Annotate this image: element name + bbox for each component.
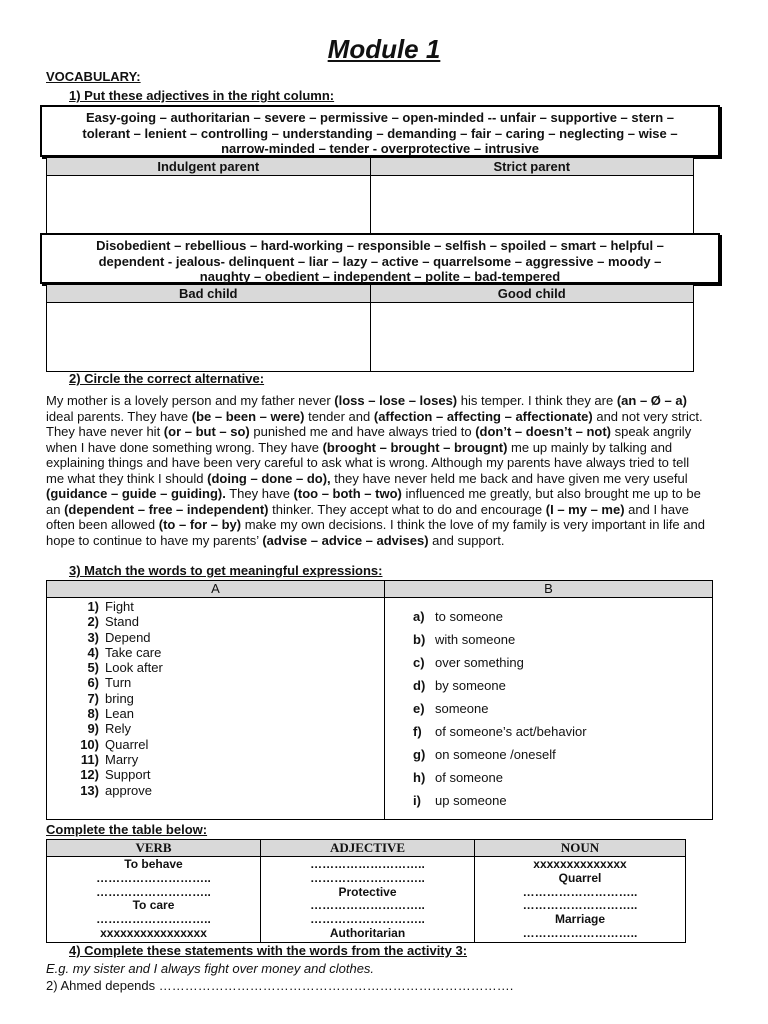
section3-instruction: 3) Match the words to get meaningful expressions: <box>69 563 383 578</box>
item-number: 7) <box>87 690 99 706</box>
column-a-item <box>77 675 384 690</box>
item-word: Rely <box>105 721 132 737</box>
item-number: 13) <box>80 782 99 798</box>
column-a-item <box>77 614 384 629</box>
strict-parent-header: Strict parent <box>370 158 694 176</box>
section1-instruction: 1) Put these adjectives in the right column: <box>69 88 335 103</box>
vocabulary-heading: VOCABULARY: <box>46 69 141 84</box>
good-child-answer-cell[interactable] <box>370 303 694 372</box>
alternative-choice[interactable]: (loss – lose – loses) <box>334 393 458 408</box>
noun-cell[interactable]: ……………………….. <box>522 884 638 899</box>
paragraph-text: punished me and have always tried to <box>249 424 476 439</box>
strict-parent-answer-cell[interactable] <box>370 176 694 235</box>
item-letter: f) <box>413 724 422 739</box>
item-word: over something <box>435 655 524 670</box>
item-number: 2) <box>87 614 99 630</box>
item-word: on someone /oneself <box>435 747 556 762</box>
item-word: by someone <box>435 678 506 693</box>
column-a-item <box>77 599 384 614</box>
column-a-list <box>47 598 385 820</box>
verb-cell[interactable]: ……………………….. <box>96 912 211 927</box>
paragraph-text: and not very strict. They have never hit <box>46 408 703 439</box>
alternative-choice[interactable]: (too – both – two) <box>293 486 402 501</box>
item-word: Look after <box>105 660 163 676</box>
paragraph-text: They have <box>225 486 294 501</box>
paragraph-text: My mother is a lovely person and my father never <box>46 393 335 408</box>
word-forms-table <box>46 839 686 943</box>
item-word: Depend <box>105 629 151 645</box>
noun-cell: Marriage <box>554 912 606 927</box>
paragraph-text: and support. <box>428 532 505 548</box>
paragraph-text: his temper. I think they are <box>457 393 617 408</box>
noun-cell: Quarrel <box>558 870 602 885</box>
verb-column <box>47 857 261 943</box>
alternative-choice[interactable]: (guidance – guide – guiding). <box>46 486 226 501</box>
column-b-item <box>413 651 712 674</box>
verb-cell[interactable]: ……………………….. <box>96 870 211 885</box>
paragraph-text: make my own decisions. I think the love of my family is very important in life and hope to continue to have my parents’ <box>46 517 705 548</box>
column-a-item <box>77 737 384 752</box>
column-b-item <box>413 605 712 628</box>
column-a-item <box>77 706 384 721</box>
column-b-item <box>413 628 712 651</box>
item-word: to someone <box>435 609 503 624</box>
item-letter: e) <box>413 701 425 716</box>
circle-alternative-paragraph <box>46 393 710 548</box>
paragraph-text: they have never held me back and have given me very useful <box>330 470 688 486</box>
item-number: 6) <box>87 675 99 691</box>
word-box-line: Easy-going – authoritarian – severe – permissive – open-minded -- unfair – supportive – stern – <box>85 110 675 125</box>
word-box-line: narrow-minded – tender - overprotective – intrusive <box>221 141 539 156</box>
word-box-line: tolerant – lenient – controlling – understanding – demanding – fair – caring – neglecting – wise – <box>82 125 678 141</box>
verb-cell: To behave <box>124 857 183 871</box>
alternative-choice[interactable]: (be – been – were) <box>191 408 305 424</box>
item-number: 8) <box>87 706 99 722</box>
column-b-item <box>413 674 712 697</box>
section4-instruction: 4) Complete these statements with the words from the activity 3: <box>69 943 468 958</box>
paragraph-text: ideal parents. They have <box>46 408 192 424</box>
alternative-choice[interactable]: (advise – advice – advises) <box>262 532 429 548</box>
good-child-header: Good child <box>370 285 694 303</box>
item-word: up someone <box>435 793 507 808</box>
item-number: 1) <box>87 599 99 614</box>
word-box-line: Disobedient – rebellious – hard-working – responsible – selfish – spoiled – smart – helpful – <box>96 238 664 253</box>
alternative-choice[interactable]: (doing – done – do), <box>207 470 331 486</box>
column-a-item <box>77 767 384 782</box>
item-number: 5) <box>87 660 99 676</box>
item-letter: c) <box>413 655 425 670</box>
alternative-choice[interactable]: (don’t – doesn’t – not) <box>475 424 611 439</box>
item-letter: i) <box>413 793 421 808</box>
alternative-choice[interactable]: (to – for – by) <box>158 517 242 532</box>
paragraph-text: thinker. They accept what to do and encourage <box>268 501 546 517</box>
word-box-line: dependent - jealous- delinquent – liar – lazy – active – quarrelsome – aggressive – moody – <box>98 253 662 269</box>
item-word: Quarrel <box>105 736 149 752</box>
noun-cell: xxxxxxxxxxxxxx <box>533 857 627 871</box>
adjective-column <box>261 857 475 943</box>
item-word: of someone’s act/behavior <box>435 724 587 739</box>
column-a-item <box>77 752 384 767</box>
item-word: someone <box>435 701 489 716</box>
alternative-choice[interactable]: (affection – affecting – affectionate) <box>373 408 593 424</box>
paragraph-text: tender and <box>304 408 374 424</box>
verb-cell: To care <box>132 898 175 913</box>
item-word: bring <box>105 690 134 706</box>
paragraph-text: influenced me greatly, but also brought me up to be an <box>46 486 701 517</box>
column-b-item <box>413 697 712 720</box>
item-word: Take care <box>105 644 162 660</box>
match-table <box>46 580 713 820</box>
adjective-header: ADJECTIVE <box>261 840 475 857</box>
item-number: 9) <box>87 721 99 737</box>
adjective-cell[interactable]: ……………………….. <box>310 898 425 913</box>
verb-cell[interactable]: ……………………….. <box>96 884 211 899</box>
column-b-item <box>413 743 712 766</box>
item-number: 12) <box>80 767 99 783</box>
column-b-header: B <box>385 581 713 598</box>
column-a-item <box>77 721 384 736</box>
item-word: Lean <box>105 706 134 722</box>
noun-header: NOUN <box>475 840 686 857</box>
indulgent-parent-header: Indulgent parent <box>47 158 371 176</box>
noun-column <box>475 857 686 943</box>
item-word: with someone <box>435 632 516 647</box>
column-a-item <box>77 783 384 798</box>
item-word: of someone <box>435 770 503 785</box>
column-a-header: A <box>47 581 385 598</box>
item-word: Turn <box>105 675 132 691</box>
column-a-item <box>77 691 384 706</box>
example-sentence: E.g. my sister and I always fight over money and clothes. <box>46 961 375 976</box>
column-b-item <box>413 766 712 789</box>
item-word: Stand <box>105 614 139 630</box>
indulgent-parent-answer-cell[interactable] <box>47 176 371 235</box>
item-letter: h) <box>413 770 426 785</box>
page-title: Module 1 <box>327 34 441 64</box>
column-b-item <box>413 720 712 743</box>
verb-header: VERB <box>47 840 261 857</box>
child-type-table <box>46 284 694 372</box>
verb-cell: xxxxxxxxxxxxxxxx <box>100 925 207 940</box>
word-box-line: naughty – obedient – independent – polite – bad-tempered <box>199 269 561 284</box>
alternative-choice[interactable]: (I – my – me) <box>545 501 625 517</box>
item-letter: b) <box>413 632 426 647</box>
section2-instruction: 2) Circle the correct alternative: <box>69 371 265 386</box>
bad-child-header: Bad child <box>47 285 371 303</box>
complete-table-heading: Complete the table below: <box>46 822 208 837</box>
alternative-choice[interactable]: (brooght – brought – brougnt) <box>322 439 508 455</box>
adjective-cell[interactable]: ……………………….. <box>310 857 425 871</box>
adjective-cell[interactable]: ……………………….. <box>310 870 425 885</box>
alternative-choice[interactable]: (an – Ø – a) <box>616 393 687 408</box>
alternative-choice[interactable]: (dependent – free – independent) <box>64 501 269 517</box>
adjectives-word-box <box>40 105 720 157</box>
item-number: 4) <box>87 644 99 660</box>
column-a-item <box>77 630 384 645</box>
item-word: Marry <box>105 751 139 767</box>
item-number: 11) <box>80 751 99 767</box>
paragraph-text: speak angrily when I have done something wrong. They have <box>46 424 692 455</box>
item-word: Support <box>105 767 151 783</box>
column-b-item <box>413 789 712 812</box>
item-word: Fight <box>105 599 134 614</box>
item-number: 3) <box>87 629 99 645</box>
adjective-cell: Authoritarian <box>329 925 406 940</box>
column-a-item <box>77 660 384 675</box>
bad-child-answer-cell[interactable] <box>47 303 371 372</box>
alternative-choice[interactable]: (or – but – so) <box>163 424 250 439</box>
item-letter: g) <box>413 747 426 762</box>
paragraph-text: me up mainly by talking and explaining things and have been very careful to ask what is wrong. Although my parents have always tried to tell me what they think I should <box>46 439 690 486</box>
noun-cell[interactable]: ……………………….. <box>522 898 638 913</box>
child-adjectives-word-box <box>40 233 720 284</box>
item-letter: d) <box>413 678 426 693</box>
column-a-item <box>77 645 384 660</box>
adjective-cell: Protective <box>338 884 397 899</box>
noun-cell[interactable]: ……………………….. <box>522 925 638 940</box>
item-number: 10) <box>80 736 99 752</box>
parent-type-table <box>46 157 694 235</box>
item-word: approve <box>105 782 152 798</box>
paragraph-text: and I have often been allowed <box>46 501 689 532</box>
item-letter: a) <box>413 609 425 624</box>
statement-2[interactable]: 2) Ahmed depends ………………………………………………………………………. <box>46 978 514 993</box>
adjective-cell[interactable]: ……………………….. <box>310 912 425 927</box>
column-b-list <box>385 598 713 820</box>
